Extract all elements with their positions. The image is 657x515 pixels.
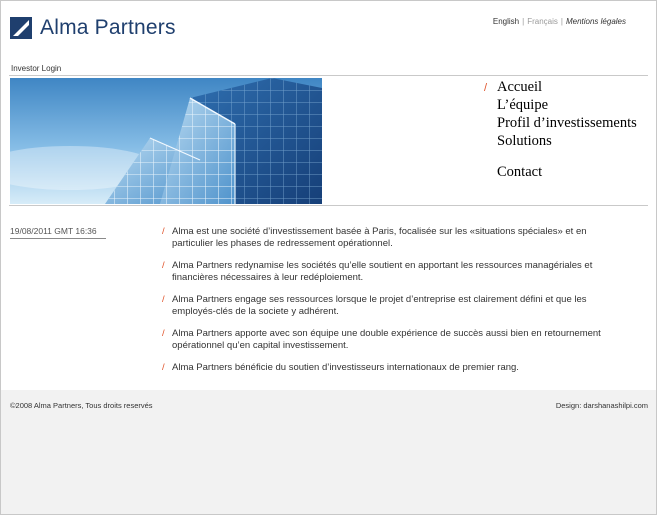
bullet-marker: / xyxy=(162,226,165,237)
legal-notice-link[interactable]: Mentions légales xyxy=(565,17,626,26)
paragraph-text: Alma Partners redynamise les sociétés qu’elle soutient en apportant les ressources managériales et financières nécessaires à leur redéploiement. xyxy=(172,260,593,283)
paragraph-text: Alma Partners apporte avec son équipe une double expérience de succès aussi bien en retournement opérationnel qu’en capital investissement. xyxy=(172,328,601,351)
logo-mark-icon xyxy=(10,17,32,39)
list-item xyxy=(162,328,628,351)
nav-item-contact[interactable]: Contact xyxy=(497,164,543,180)
nav-item-profil[interactable]: Profil d’investissements xyxy=(497,115,637,131)
divider xyxy=(9,75,648,76)
building-photo xyxy=(10,78,322,204)
design-credit xyxy=(556,401,648,410)
lang-francais[interactable]: Français xyxy=(527,17,558,26)
paragraph-text: Alma est une société d’investissement basée à Paris, focalisée sur les «situations spéciales» et en particulier les phases de redressement opérationnel. xyxy=(172,226,587,249)
bullet-marker: / xyxy=(162,260,165,271)
nav-item-equipe[interactable]: L’équipe xyxy=(497,97,549,113)
bullet-marker: / xyxy=(162,362,165,373)
list-item xyxy=(162,260,628,283)
paragraph-text: Alma Partners bénéficie du soutien d’investisseurs internationaux de premier rang. xyxy=(172,362,519,373)
hero-image xyxy=(10,78,322,204)
copyright: ©2008 Alma Partners, Tous droits reservés xyxy=(10,401,153,410)
separator: | xyxy=(522,17,525,26)
active-marker: / xyxy=(484,82,488,94)
list-item xyxy=(162,294,628,317)
footer xyxy=(1,390,656,514)
lang-english[interactable]: English xyxy=(492,17,520,26)
timestamp: 19/08/2011 GMT 16:36 xyxy=(10,226,97,236)
design-label: Design: xyxy=(555,401,582,410)
brand-name: Alma Partners xyxy=(40,16,176,39)
list-item xyxy=(162,226,628,249)
language-switcher xyxy=(493,17,626,26)
intro-list xyxy=(162,226,628,374)
brand-logo[interactable] xyxy=(10,16,176,40)
paragraph-text: Alma Partners engage ses ressources lorsque le projet d’entreprise est clairement défini et que les employés-clés de la societe y adhérent. xyxy=(172,294,587,317)
divider xyxy=(9,205,648,206)
list-item xyxy=(162,362,628,374)
nav-item-accueil[interactable]: Accueil xyxy=(497,79,543,95)
investor-login-link[interactable]: Investor Login xyxy=(11,64,62,73)
date-underline xyxy=(10,238,106,239)
bullet-marker: / xyxy=(162,328,165,339)
designer-link[interactable]: darshanashilpi.com xyxy=(583,401,648,410)
separator: | xyxy=(560,17,563,26)
bullet-marker: / xyxy=(162,294,165,305)
nav-item-solutions[interactable]: Solutions xyxy=(497,133,552,149)
